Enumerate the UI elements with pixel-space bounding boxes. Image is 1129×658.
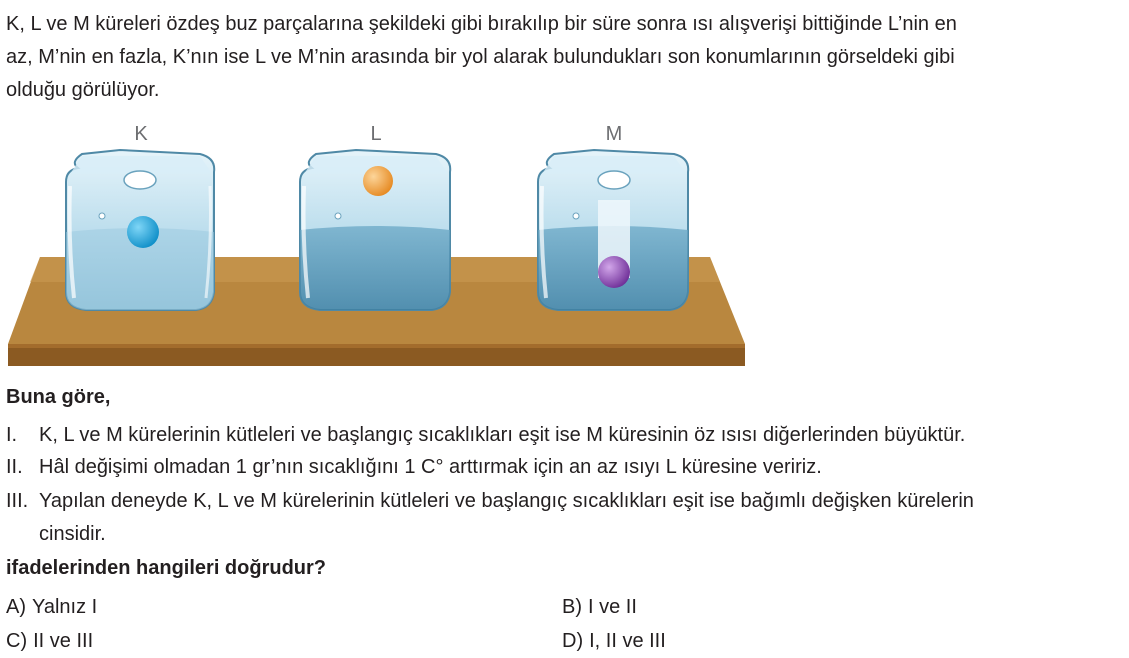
option-A-letter: A): [6, 596, 26, 618]
question-lead: Buna göre,: [6, 386, 111, 408]
statement-1-text: K, L ve M kürelerinin kütleleri ve başlangıç sıcaklıkları eşit ise M küresinin öz ısısı diğerlerinden büyüktür.: [39, 424, 966, 446]
statement-3: [6, 487, 974, 515]
statement-3-text: Yapılan deneyde K, L ve M kürelerinin kütleleri ve başlangıç sıcaklıkları eşit ise bağımlı değişken kürelerin: [39, 490, 974, 512]
statement-2-number: II.: [6, 456, 23, 478]
option-C-letter: C): [6, 630, 28, 652]
ice-cube-L: [300, 150, 450, 310]
label-M: M: [605, 123, 623, 145]
statement-1: [6, 421, 966, 449]
option-C[interactable]: [6, 627, 93, 655]
ball-K: [127, 216, 159, 248]
question-intro: [6, 8, 1124, 107]
statement-2-text: Hâl değişimi olmadan 1 gr’nın sıcaklığını 1 C° arttırmak için an az ısıyı L küresine veririz.: [39, 456, 822, 478]
ice-cube-M: [538, 150, 688, 310]
option-B-letter: B): [562, 596, 582, 618]
option-D[interactable]: [562, 627, 666, 655]
option-C-text: II ve III: [33, 630, 94, 652]
option-D-letter: D): [562, 630, 584, 652]
statement-2: [6, 453, 822, 481]
intro-line-2: az, M’nin en fazla, K’nın ise L ve M’nin arasında bir yol alarak bulundukları son konumlarının görseldeki gibi: [6, 46, 955, 68]
ice-cube-K: [66, 150, 214, 310]
option-A[interactable]: [6, 593, 97, 621]
statement-3-continuation: cinsidir.: [39, 523, 106, 545]
statement-3-number: III.: [6, 490, 29, 512]
label-K: K: [134, 123, 148, 145]
ball-M: [598, 256, 630, 288]
option-A-text: Yalnız I: [32, 596, 98, 618]
statement-1-number: I.: [6, 424, 18, 446]
option-B[interactable]: [562, 593, 637, 621]
intro-line-3: olduğu görülüyor.: [6, 79, 160, 101]
question-ask: ifadelerinden hangileri doğrudur?: [6, 557, 327, 579]
intro-line-1: K, L ve M küreleri özdeş buz parçalarına şekildeki gibi bırakılıp bir süre sonra ısı alışverişi bittiğinde L’nin en: [6, 13, 957, 35]
ice-cubes-figure: [0, 112, 760, 374]
option-B-text: I ve II: [588, 596, 637, 618]
label-L: L: [370, 123, 382, 145]
option-D-text: I, II ve III: [589, 630, 666, 652]
ball-L: [363, 166, 393, 196]
